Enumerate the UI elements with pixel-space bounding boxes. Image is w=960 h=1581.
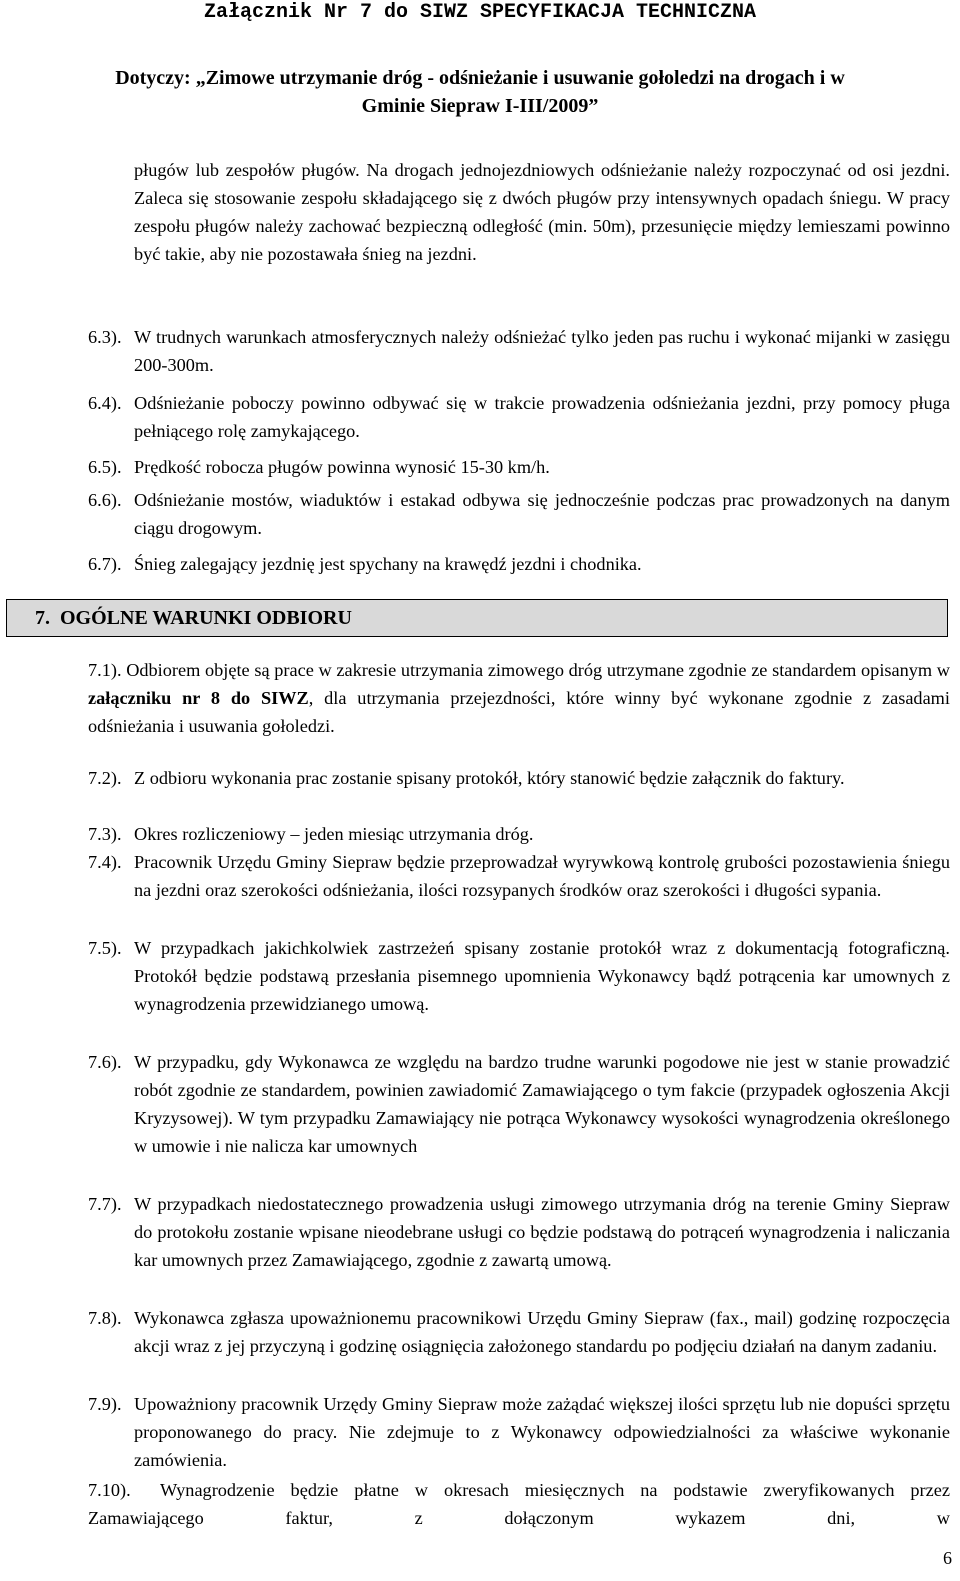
- item-number: 7.7).: [88, 1194, 122, 1214]
- item-number: 7.3).: [88, 824, 122, 844]
- item-text: Upoważniony pracownik Urzędy Gminy Siepraw może zażądać większej ilości sprzętu lub nie dopuści sprzętu proponowanego do pracy. Nie zdejmuje to z Wykonawcy odpowiedzialności za właściwe wykonanie zamówienia.: [134, 1394, 950, 1470]
- item-number: 7.6).: [88, 1052, 122, 1072]
- paragraph-text: pługów lub zespołów pługów. Na drogach jednojezdniowych odśnieżanie należy rozpoczynać od osi jezdni. Zaleca się stosowanie zespołu składającego się z dwóch pługów przy intensywnych opadach śniegu. W pracy zespołu pługów należy zachować bezpieczną odległość (min. 50m), przesunięcie między lemieszami powinno być takie, aby nie pozostawała śnieg na jezdni.: [134, 160, 950, 264]
- header-subject-line2: Gminie Siepraw I-III/2009”: [361, 95, 599, 117]
- item-text-part: , dla utrzymania przejezdności, które winny być wykonane zgodnie z zasadami odśnieżania i usuwania gołoledzi.: [88, 688, 950, 736]
- list-item-6-4: [88, 389, 950, 445]
- header-subject: [0, 64, 960, 120]
- item-text: Śnieg zalegający jezdnię jest spychany na krawędź jezdni i chodnika.: [134, 554, 642, 574]
- item-text: Odśnieżanie mostów, wiaduktów i estakad odbywa się jednocześnie podczas prac prowadzonych na danym ciągu drogowym.: [134, 490, 950, 538]
- section-heading-text: 7. OGÓLNE WARUNKI ODBIORU: [35, 607, 352, 629]
- list-item-6-6: [88, 486, 950, 542]
- item-number: 7.4).: [88, 852, 122, 872]
- item-number: 6.6).: [88, 490, 122, 510]
- item-text: W trudnych warunkach atmosferycznych należy odśnieżać tylko jeden pas ruchu i wykonać mijanki w zasięgu 200-300m.: [134, 327, 950, 375]
- list-item-7-5: [88, 934, 950, 1018]
- item-text: Prędkość robocza pługów powinna wynosić 15-30 km/h.: [134, 457, 550, 477]
- item-number: 7.9).: [88, 1394, 122, 1414]
- list-item-7-3: [88, 820, 950, 848]
- item-text: Wynagrodzenie będzie płatne w okresach miesięcznych na podstawie zweryfikowanych przez Zamawiającego faktur, z dołączonym wykazem dni, w: [88, 1480, 950, 1528]
- item-text: Pracownik Urzędu Gminy Siepraw będzie przeprowadzał wyrywkową kontrolę grubości pozostawienia śniegu na jezdni oraz szerokości odśnieżania, ilości rozsypanych środków oraz szerokości i długości sypania.: [134, 852, 950, 900]
- item-text-bold: załączniku nr 8 do SIWZ: [88, 688, 309, 708]
- page-number: 6: [943, 1548, 952, 1568]
- item-text: W przypadkach niedostatecznego prowadzenia usługi zimowego utrzymania dróg na terenie Gminy Siepraw do protokołu zostanie wpisane nieodebrane usługi co będzie podstawą do potrąceń wynagrodzenia i naliczania kar umownych przez Zamawiającego, zgodnie z zawartą umową.: [134, 1194, 950, 1270]
- item-number: 6.3).: [88, 327, 122, 347]
- list-item-7-10: [88, 1476, 950, 1532]
- item-number: 7.5).: [88, 938, 122, 958]
- item-number: 7.10).: [88, 1480, 131, 1500]
- section-heading-7: [6, 599, 948, 637]
- item-text: W przypadkach jakichkolwiek zastrzeżeń spisany zostanie protokół wraz z dokumentacją fotograficzną. Protokół będzie podstawą przesłania pisemnego upomnienia Wykonawcy bądź potrącenia kar umownych z wynagrodzenia przewidzianego umową.: [134, 938, 950, 1014]
- header-title: Załącznik Nr 7 do SIWZ SPECYFIKACJA TECHNICZNA: [203, 1, 757, 24]
- list-item-7-2: [88, 764, 950, 792]
- list-item-7-7: [88, 1190, 950, 1274]
- continued-paragraph: [134, 156, 950, 268]
- item-text: Odśnieżanie poboczy powinno odbywać się w trakcie prowadzenia odśnieżania jezdni, przy pomocy pługa pełniącego rolę zamykającego.: [134, 393, 950, 441]
- list-item-6-3: [88, 323, 950, 379]
- item-text: Okres rozliczeniowy – jeden miesiąc utrzymania dróg.: [134, 824, 534, 844]
- list-item-7-1: [88, 656, 950, 740]
- list-item-7-8: [88, 1304, 950, 1360]
- header-subject-line1: Dotyczy: „Zimowe utrzymanie dróg - odśnieżanie i usuwanie gołoledzi na drogach i w: [115, 67, 845, 89]
- list-item-7-6: [88, 1048, 950, 1160]
- item-text: [88, 656, 950, 740]
- list-item-7-4: [88, 848, 950, 904]
- item-number: 6.5).: [88, 457, 122, 477]
- item-number: 6.4).: [88, 393, 122, 413]
- item-text: W przypadku, gdy Wykonawca ze względu na bardzo trudne warunki pogodowe nie jest w stanie prowadzić robót zgodnie ze standardem, powinien zawiadomić Zamawiającego o tym fakcie (przypadek ogłoszenia Akcji Kryzysowej). W tym przypadku Zamawiający nie potrąca Wykonawcy wysokości wynagrodzenia określonego w umowie i nie nalicza kar umownych: [134, 1052, 950, 1156]
- item-number: 7.1).: [88, 660, 122, 680]
- item-text: Z odbioru wykonania prac zostanie spisany protokół, który stanowić będzie załącznik do faktury.: [134, 768, 845, 788]
- list-item-6-7: [88, 550, 950, 578]
- list-item-6-5: [88, 453, 950, 481]
- item-number: 7.2).: [88, 768, 122, 788]
- item-number: 6.7).: [88, 554, 122, 574]
- list-item-7-9: [88, 1390, 950, 1474]
- item-text: Wykonawca zgłasza upoważnionemu pracownikowi Urzędu Gminy Siepraw (fax., mail) godzinę rozpoczęcia akcji wraz z jej przyczyną i godzinę osiągnięcia założonego standardu po podjęciu działań na danym zadaniu.: [134, 1308, 950, 1356]
- item-text-part: Odbiorem objęte są prace w zakresie utrzymania zimowego dróg utrzymane zgodnie ze standardem opisanym w: [126, 660, 950, 680]
- item-number: 7.8).: [88, 1308, 122, 1328]
